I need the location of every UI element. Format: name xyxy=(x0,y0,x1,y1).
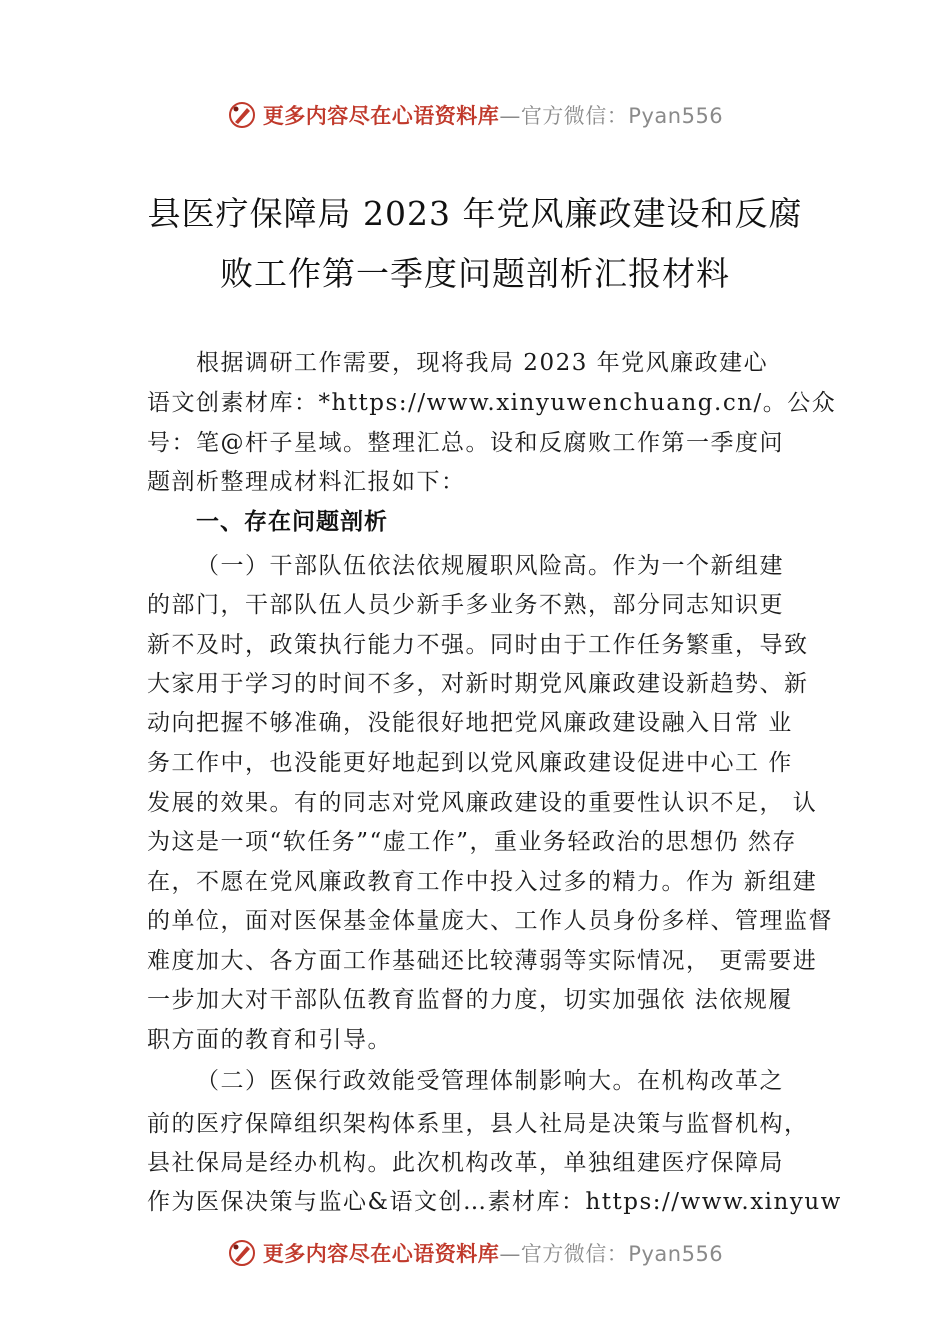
brush-logo-icon xyxy=(227,100,257,130)
paragraph-line: 的部门，干部队伍人员少新手多业务不熟，部分同志知识更 xyxy=(147,592,784,618)
paragraph-line: 难度加大、各方面工作基础还比较薄弱等实际情况， 更需要进 xyxy=(147,948,818,974)
intro-line: 题剖析整理成材料汇报如下： xyxy=(147,469,466,495)
paragraph-line: 务工作中，也没能更好地起到以党风廉政建设促进中心工 作 xyxy=(147,750,793,776)
intro-line: 号：笔@杆子星域。整理汇总。设和反腐败工作第一季度问 xyxy=(147,430,784,456)
paragraph-line: 发展的效果。有的同志对党风廉政建设的重要性认识不足， 认 xyxy=(147,790,818,816)
document-title-line-1: 县医疗保障局 2023 年党风廉政建设和反腐 xyxy=(147,194,803,233)
banner-red-text: 更多内容尽在心语资料库 xyxy=(262,103,500,128)
paragraph-line: （一）干部队伍依法依规履职风险高。作为一个新组建 xyxy=(196,553,784,579)
paragraph-line: 为这是一项“软任务”“虚工作”，重业务轻政治的思想仍 然存 xyxy=(147,829,797,855)
paragraph-line: 在，不愿在党风廉政教育工作中投入过多的精力。作为 新组建 xyxy=(147,869,818,895)
section-heading: 一、存在问题剖析 xyxy=(196,509,388,535)
header-watermark-banner xyxy=(0,95,950,135)
paragraph-line: 的单位，面对医保基金体量庞大、工作人员身份多样、管理监督 xyxy=(147,908,833,934)
paragraph-line: 前的医疗保障组织架构体系里，县人社局是决策与监督机构， xyxy=(147,1111,809,1137)
paragraph-line: 动向把握不够准确，没能很好地把党风廉政建设融入日常 业 xyxy=(147,710,793,736)
brush-logo-icon xyxy=(227,1238,257,1268)
paragraph-line: 职方面的教育和引导。 xyxy=(147,1027,392,1053)
document-title-line-2: 败工作第一季度问题剖析汇报材料 xyxy=(220,254,730,293)
paragraph-line: 县社保局是经办机构。此次机构改革，单独组建医疗保障局 xyxy=(147,1150,784,1176)
paragraph-line: 大家用于学习的时间不多，对新时期党风廉政建设新趋势、新 xyxy=(147,671,809,697)
paragraph-line: 新不及时，政策执行能力不强。同时由于工作任务繁重，导致 xyxy=(147,632,809,658)
intro-line: 语文创素材库：*https://www.xinyuwenchuang.cn/。公众 xyxy=(147,390,837,416)
paragraph-line: 作为医保决策与监心&语文创…素材库：https://www.xinyuw xyxy=(147,1189,842,1215)
paragraph-line: 一步加大对干部队伍教育监督的力度，切实加强依 法依规履 xyxy=(147,987,793,1013)
banner-gray-text: —官方微信：Pyan556 xyxy=(499,104,724,128)
intro-line: 根据调研工作需要，现将我局 2023 年党风廉政建心 xyxy=(196,350,769,376)
banner-red-text: 更多内容尽在心语资料库 xyxy=(262,1241,500,1266)
footer-watermark-banner xyxy=(0,1233,950,1273)
banner-gray-text: —官方微信：Pyan556 xyxy=(499,1242,724,1266)
paragraph-line: （二）医保行政效能受管理体制影响大。在机构改革之 xyxy=(196,1068,784,1094)
